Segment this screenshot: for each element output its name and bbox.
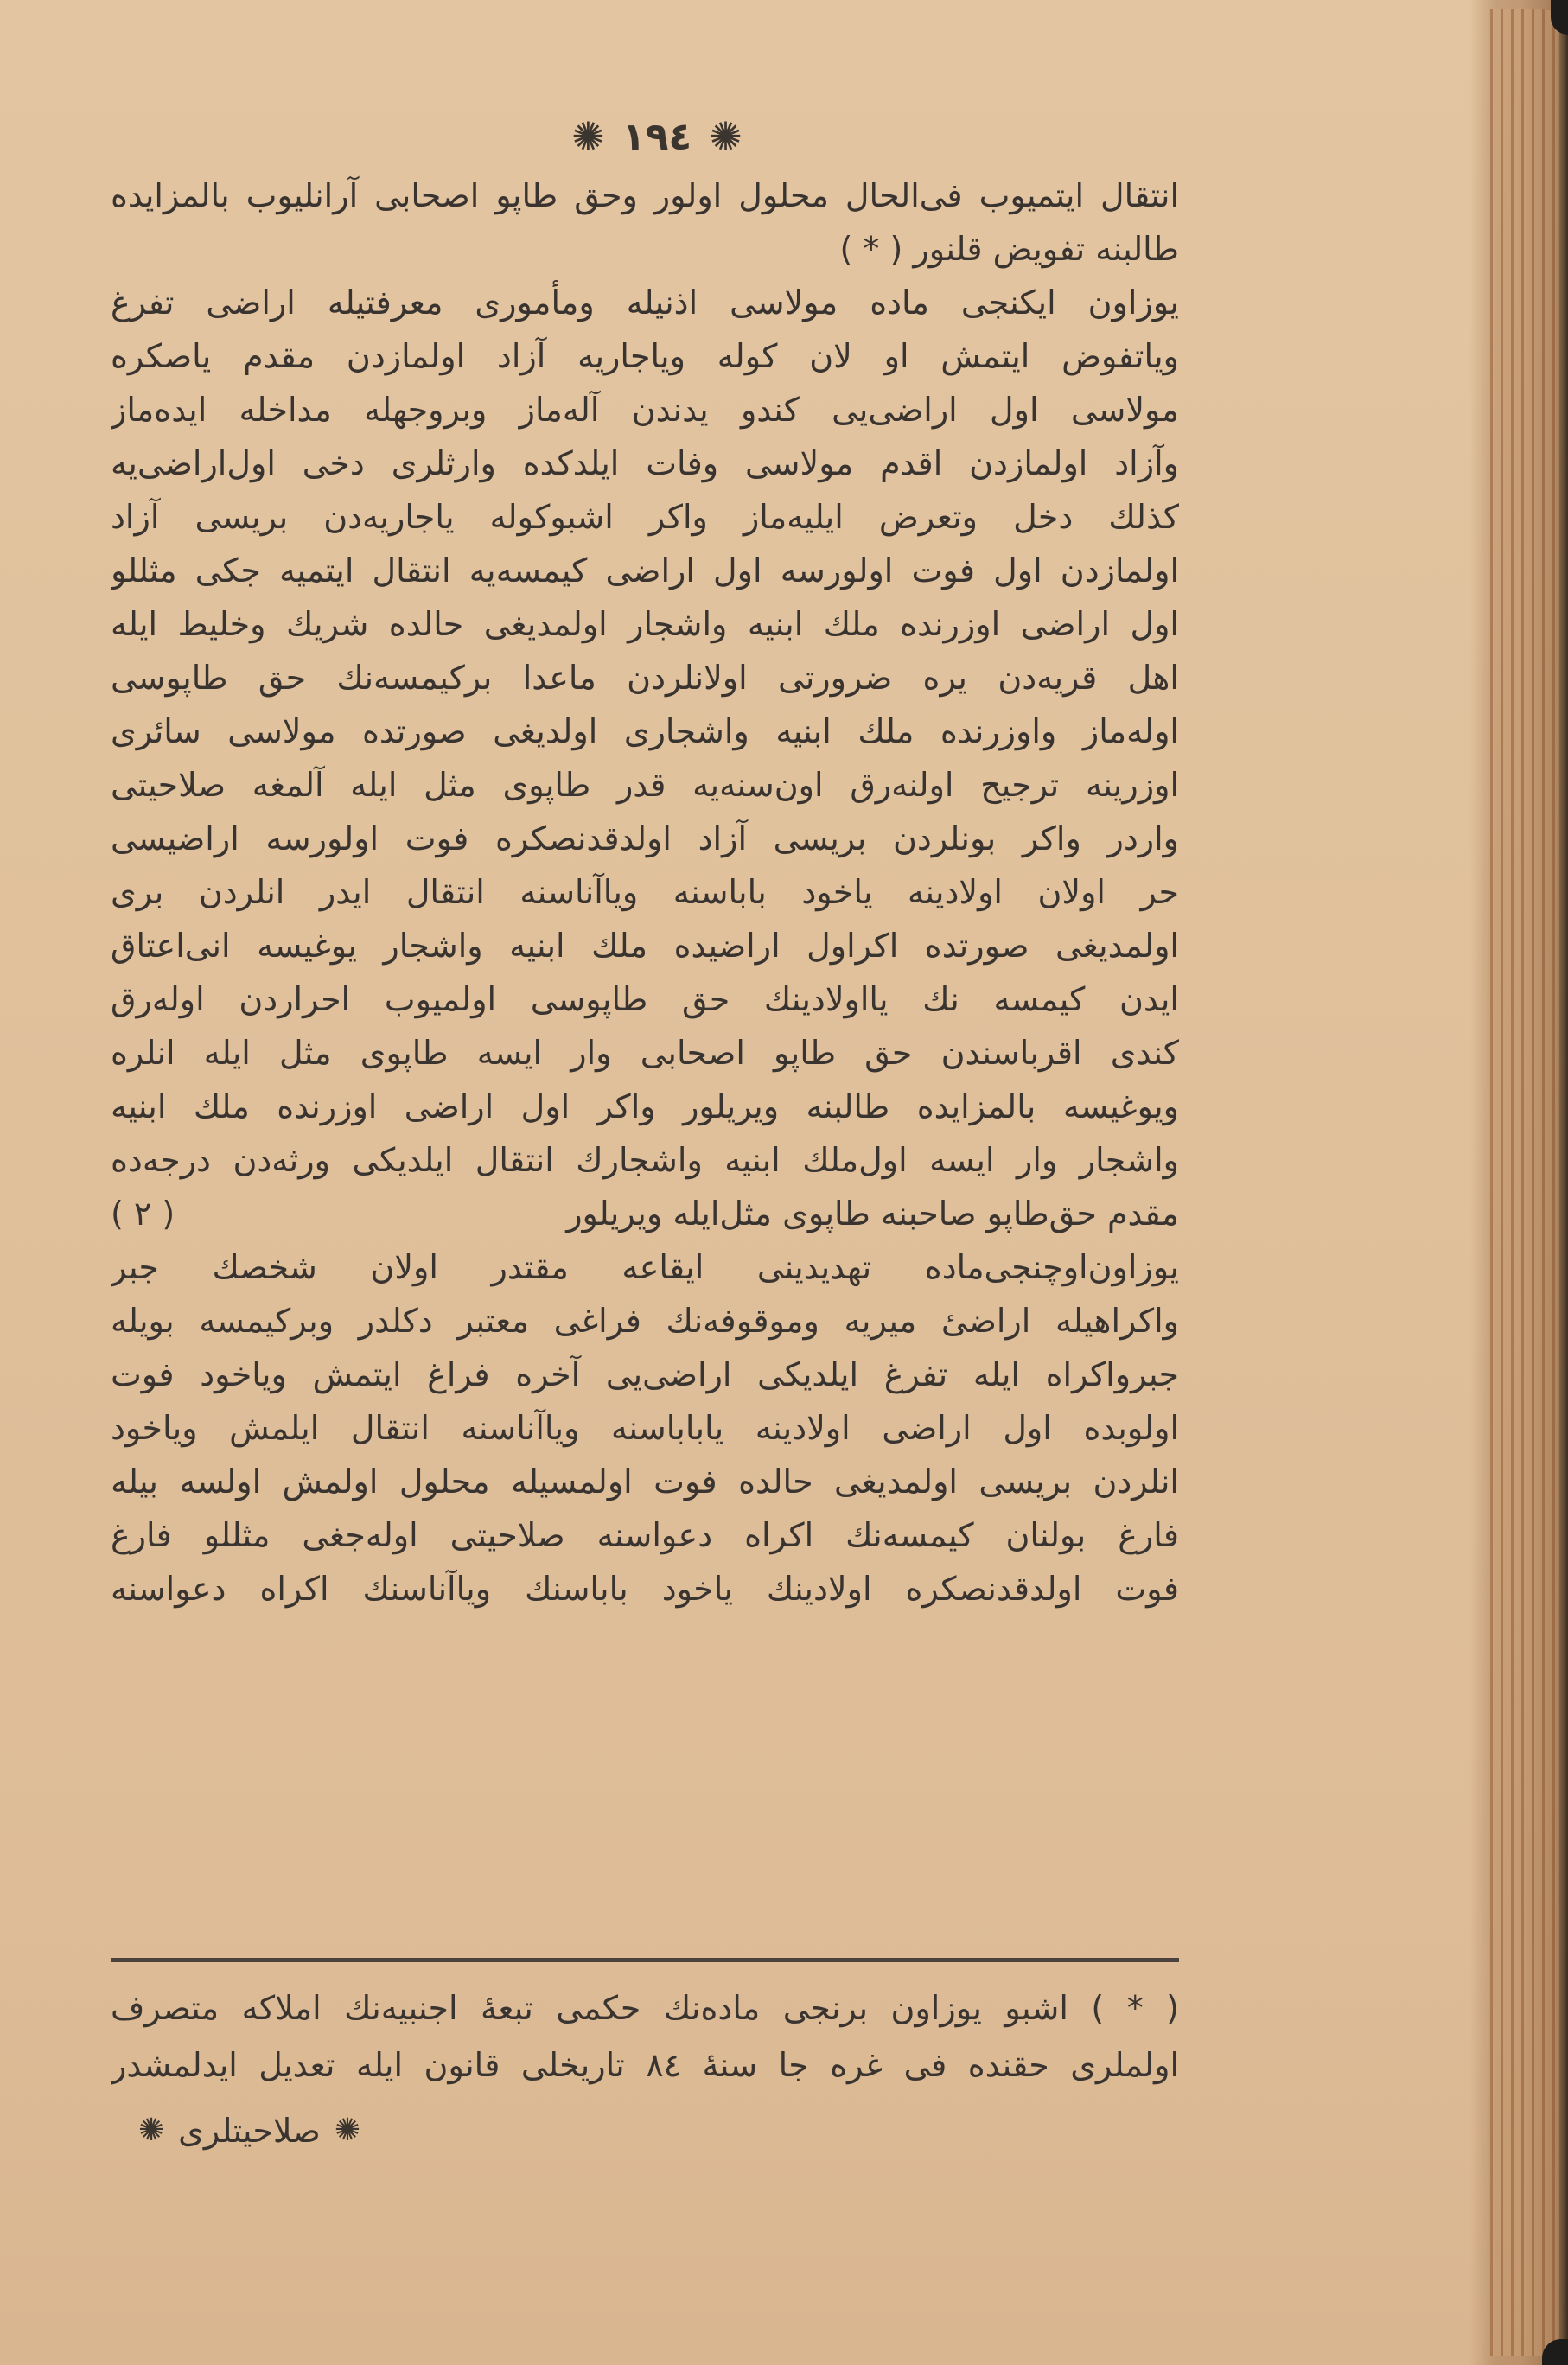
page-header xyxy=(545,102,769,171)
text-line: مولاسی اول اراضی‌یی کندو یدندن آله‌ماز وبروجهله مداخله ایده‌ماز xyxy=(111,391,1179,429)
text-line: ویاتفوض ایتمش او لان کوله ویاجاریه آزاد اولمازدن مقدم یاصکره xyxy=(111,337,1179,375)
text-line: اولمدیغی صورتده اکراول اراضیده ملك ابنیه واشجار یوغیسه انی‌اعتاق xyxy=(111,927,1179,965)
text-line: انتقال ایتمیوب فی‌الحال محلول اولور وحق طاپو اصحابی آرانلیوب بالمزایده xyxy=(111,176,1179,214)
text-line: واشجار وار ایسه اول‌ملك ابنیه واشجارك انتقال ایلدیکی ورثه‌دن درجه‌ده xyxy=(111,1141,1179,1179)
text-line: اوزرینه ترجیح اولنه‌رق اون‌سنه‌یه قدر طاپوی مثل ایله آلمغه صلاحیتی xyxy=(111,766,1179,804)
catchword xyxy=(138,2100,360,2161)
page-number: ١٩٤ xyxy=(621,114,692,159)
text-line: وآزاد اولمازدن اقدم مولاسی وفات ایلدکده وارثلری دخی اول‌اراضی‌یه xyxy=(111,444,1179,482)
text-line-content: مقدم حق‌طاپو صاحبنه طاپوی مثل‌ایله ویریلور xyxy=(566,1195,1179,1233)
text-line: فارغ بولنان کیمسه‌نك اکراه دعواسنه صلاحیتی اوله‌جغی مثللو فارغ xyxy=(111,1516,1179,1554)
text-line: یوزاون‌اوچنجی‌ماده تهدیدینی ایقاعه مقتدر اولان شخصك جبر xyxy=(111,1248,1179,1286)
text-line: یوزاون ایکنجی ماده مولاسی اذنیله ومأموری معرفتیله اراضی تفرغ xyxy=(111,284,1179,322)
footnote-line: اولملری حقنده فی غره جا سنهٔ ٨٤ تاریخلی قانون ایله تعدیل ایدلمشدر xyxy=(111,2046,1179,2084)
ornament-icon: ✺ xyxy=(709,113,743,160)
text-line: اوله‌ماز واوزرنده ملك ابنیه واشجاری اولدیغی صورتده مولاسی سائری xyxy=(111,712,1179,750)
text-line: ایدن کیمسه نك یااولادینك حق طاپوسی اولمیوب احراردن اوله‌رق xyxy=(111,980,1179,1018)
page-edges xyxy=(1490,9,1559,2356)
text-line: جبرواکراه ایله تفرغ ایلدیکی اراضی‌یی آخره فراغ ایتمش ویاخود فوت xyxy=(111,1355,1179,1393)
catchword-text: صلاحیتلری xyxy=(178,2112,321,2150)
text-line: کندی اقرباسندن حق طاپو اصحابی وار ایسه طاپوی مثل ایله انلره xyxy=(111,1034,1179,1072)
text-line: واکراهیله اراضیٔ میریه وموقوفه‌نك فراغی معتبر دکلدر وبرکیمسه بویله xyxy=(111,1302,1179,1340)
ornament-icon: ✺ xyxy=(138,2113,165,2148)
text-line: واردر واکر بونلردن بریسی آزاد اولدقدنصکره فوت اولورسه اراضیسی xyxy=(111,819,1179,857)
text-line xyxy=(111,1187,1179,1240)
text-line: حر اولان اولادینه یاخود باباسنه ویاآناسنه انتقال ایدر انلردن بری xyxy=(111,873,1179,911)
footnote-line: ( * ) اشبو یوزاون برنجی ماده‌نك حکمی تبعهٔ اجنبیه‌نك املاکه متصرف xyxy=(111,1989,1179,2027)
footnote xyxy=(111,1979,1179,2094)
text-line: فوت اولدقدنصکره اولادینك یاخود باباسنك ویاآناسنك اکراه دعواسنه xyxy=(111,1570,1179,1608)
text-line: انلردن بریسی اولمدیغی حالده فوت اولمسیله محلول اولمش اولسه بیله xyxy=(111,1463,1179,1501)
footnote-marker: ( ٢ ) xyxy=(111,1195,175,1233)
text-line: اول اراضی اوزرنده ملك ابنیه واشجار اولمدیغی حالده شریك وخلیط ایله xyxy=(111,605,1179,643)
text-line: اولمازدن اول فوت اولورسه اول اراضی کیمسه‌یه انتقال ایتمیه جکی مثللو xyxy=(111,551,1179,590)
main-text xyxy=(111,169,1179,1616)
footnote-divider xyxy=(111,1958,1179,1962)
ornament-icon: ✺ xyxy=(571,113,605,160)
text-line: ویوغیسه بالمزایده طالبنه ویریلور واکر اول اراضی اوزرنده ملك ابنیه xyxy=(111,1087,1179,1125)
text-line: کذلك دخل وتعرض ایلیه‌ماز واکر اشبوکوله یاجاریه‌دن بریسی آزاد xyxy=(111,498,1179,536)
ornament-icon: ✺ xyxy=(334,2113,360,2148)
text-line: اولوبده اول اراضی اولادینه یاباباسنه ویاآناسنه انتقال ایلمش ویاخود xyxy=(111,1409,1179,1447)
text-line: اهل قریه‌دن یره ضرورتی اولانلردن ماعدا برکیمسه‌نك حق طاپوسی xyxy=(111,659,1179,697)
text-line: طالبنه تفویض قلنور ( * ) xyxy=(839,230,1179,268)
